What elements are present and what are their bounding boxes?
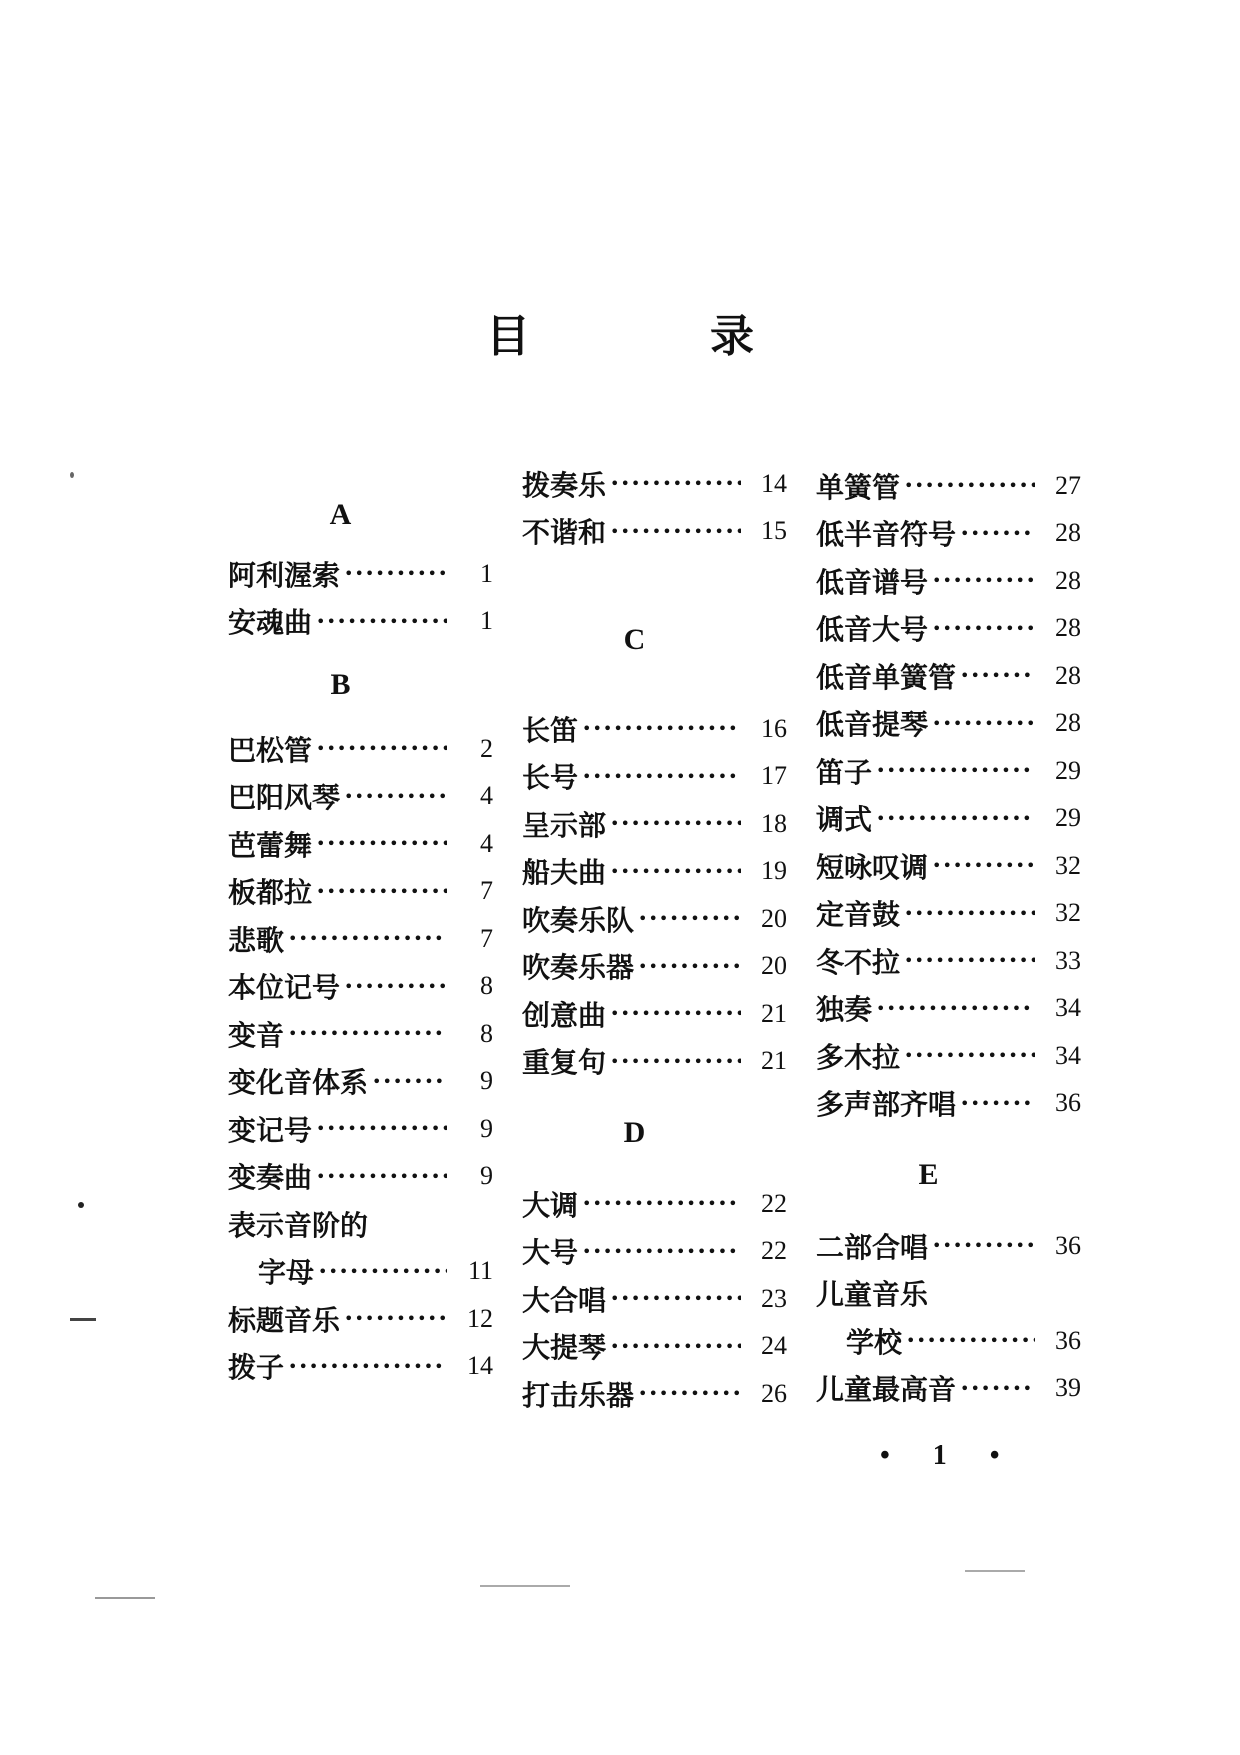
toc-entry[interactable]: 学校 ••••• 36 [816,1317,1081,1365]
section-letter-c: C [623,623,646,656]
toc-entry[interactable]: 船夫曲 ••••• 19 [522,848,787,896]
toc-entry[interactable]: 定音鼓 ••••• 32 [816,890,1081,938]
toc-entry[interactable]: 大号 ••••• 22 [522,1228,787,1276]
leader-dots [610,1004,741,1023]
toc-entry[interactable]: 打击乐器 ••••• 26 [522,1370,787,1418]
leader-dots [932,571,1035,590]
toc-entry[interactable]: 多声部齐唱 ••••• 36 [816,1080,1081,1128]
leader-dots [904,1046,1035,1065]
toc-entry[interactable]: 低音单簧管 ••••• 28 [816,652,1081,700]
scan-speck [78,1202,84,1208]
toc-column-3 [816,462,1081,1412]
leader-dots [344,787,447,806]
scan-speck [480,1585,570,1587]
toc-column-2 [522,460,787,1418]
leader-dots [960,524,1035,543]
toc-entry[interactable]: 变音 ••••• 8 [228,1010,493,1058]
leader-dots [316,739,447,758]
leader-dots [638,909,741,928]
leader-dots [318,1262,447,1281]
toc-entry[interactable]: 大提琴 ••••• 24 [522,1323,787,1371]
toc-entry[interactable]: 调式 ••••• 29 [816,795,1081,843]
section-letter-b: B [330,668,351,701]
toc-entry[interactable]: 低半音符号 ••••• 28 [816,510,1081,558]
toc-entry[interactable]: 安魂曲 ••••• 1 [228,598,493,646]
toc-entry[interactable]: 大合唱 ••••• 23 [522,1275,787,1323]
toc-entry[interactable]: 短咏叹调 ••••• 32 [816,842,1081,890]
leader-dots [904,476,1035,495]
toc-column-1 [228,480,493,1390]
toc-entry[interactable]: 吹奏乐器 ••••• 20 [522,943,787,991]
scan-speck [70,472,74,478]
toc-entry[interactable]: 儿童最高音 ••••• 39 [816,1365,1081,1413]
scan-speck [95,1597,155,1599]
leader-dots [582,1194,741,1213]
toc-entry[interactable]: 重复句 ••••• 21 [522,1038,787,1086]
leader-dots [610,814,741,833]
toc-entry[interactable]: 长笛 ••••• 16 [522,705,787,753]
leader-dots [610,1337,741,1356]
leader-dots [876,809,1035,828]
scan-speck [70,1318,96,1321]
title-char-2: 录 [710,311,754,362]
section-letter-d: D [623,1115,646,1149]
leader-dots [288,1357,447,1376]
leader-dots [906,1331,1035,1350]
leader-dots [610,1052,741,1071]
section-letter-a: A [329,498,352,531]
toc-entry[interactable]: 巴阳风琴 ••••• 4 [228,773,493,821]
toc-entry[interactable]: 不谐和 ••••• 15 [522,508,787,556]
toc-entry[interactable]: 阿利渥索 ••••• 1 [228,550,493,598]
leader-dots [582,719,741,738]
toc-entry[interactable]: 变化音体系 ••••• 9 [228,1058,493,1106]
toc-entry[interactable]: 吹奏乐队 ••••• 20 [522,895,787,943]
leader-dots [610,474,741,493]
toc-entry[interactable]: 二部合唱 ••••• 36 [816,1222,1081,1270]
leader-dots [344,564,447,583]
leader-dots [316,882,447,901]
toc-entry[interactable]: 独奏 ••••• 34 [816,985,1081,1033]
leader-dots [582,1242,741,1261]
leader-dots [638,957,741,976]
toc-entry[interactable]: 字母 ••••• 11 [228,1248,493,1296]
leader-dots [610,1289,741,1308]
leader-dots [904,951,1035,970]
toc-entry[interactable]: 巴松管 ••••• 2 [228,725,493,773]
leader-dots [638,1384,741,1403]
toc-entry[interactable]: 单簧管 ••••• 27 [816,462,1081,510]
toc-entry[interactable]: 多木拉 ••••• 34 [816,1032,1081,1080]
leader-dots [344,1309,447,1328]
leader-dots [316,1167,447,1186]
toc-entry[interactable]: 低音提琴 ••••• 28 [816,700,1081,748]
leader-dots [932,856,1035,875]
leader-dots [610,862,741,881]
leader-dots [876,999,1035,1018]
leader-dots [372,1072,447,1091]
toc-entry[interactable]: 低音谱号 ••••• 28 [816,557,1081,605]
leader-dots [876,761,1035,780]
toc-entry[interactable]: 低音大号 ••••• 28 [816,605,1081,653]
toc-entry[interactable]: 长号 ••••• 17 [522,753,787,801]
toc-entry-multiline-start[interactable]: 儿童音乐 [816,1278,929,1312]
toc-entry[interactable]: 变奏曲 ••••• 9 [228,1153,493,1201]
leader-dots [288,929,447,948]
leader-dots [960,1094,1035,1113]
toc-entry[interactable]: 拨子 ••••• 14 [228,1343,493,1391]
page-number: • 1 • [880,1440,1018,1471]
leader-dots [288,1024,447,1043]
leader-dots [960,1379,1035,1398]
title-char-1: 目 [486,311,530,362]
section-letter-e: E [918,1157,939,1191]
toc-entry[interactable]: 笛子 ••••• 29 [816,747,1081,795]
toc-entry-multiline-start[interactable]: 表示音阶的 [228,1208,369,1242]
leader-dots [316,834,447,853]
scan-speck [965,1570,1025,1572]
toc-entry[interactable]: 变记号 ••••• 9 [228,1105,493,1153]
leader-dots [904,904,1035,923]
leader-dots [932,619,1035,638]
leader-dots [582,767,741,786]
toc-entry[interactable]: 悲歌 ••••• 7 [228,915,493,963]
toc-entry[interactable]: 本位记号 ••••• 8 [228,963,493,1011]
page-title [0,300,1240,364]
toc-entry[interactable]: 大调 ••••• 22 [522,1180,787,1228]
toc-entry[interactable]: 呈示部 ••••• 18 [522,800,787,848]
leader-dots [960,666,1035,685]
toc-entry[interactable]: 板都拉 ••••• 7 [228,868,493,916]
toc-entry[interactable]: 冬不拉 ••••• 33 [816,937,1081,985]
leader-dots [316,612,447,631]
toc-entry[interactable]: 芭蕾舞 ••••• 4 [228,820,493,868]
leader-dots [932,714,1035,733]
toc-entry[interactable]: 创意曲 ••••• 21 [522,990,787,1038]
toc-entry[interactable]: 标题音乐 ••••• 12 [228,1295,493,1343]
toc-entry[interactable]: 拨奏乐 ••••• 14 [522,460,787,508]
leader-dots [610,522,741,541]
leader-dots [316,1119,447,1138]
leader-dots [344,977,447,996]
leader-dots [932,1236,1035,1255]
